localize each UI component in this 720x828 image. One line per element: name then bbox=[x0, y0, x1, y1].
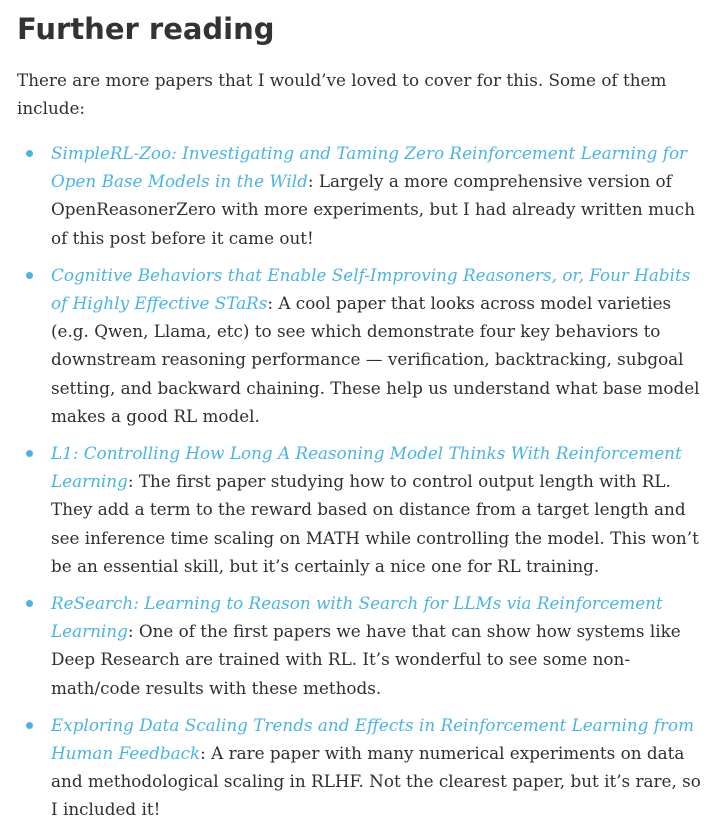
paper-link-data-scaling[interactable]: Exploring Data Scaling Trends and Effects in Reinforcement Learning from Human Feedback bbox=[51, 714, 695, 764]
paper-description: : The first paper studying how to control output length with RL. They add a term to the reward based on distance from a target length and see inference time scaling on MATH while controlling the model. This won’t be an essential skill, but it’s certainly a nice one for RL training. bbox=[51, 471, 699, 576]
list-item bbox=[51, 139, 704, 252]
list-item bbox=[51, 439, 704, 580]
paper-link-simplerl-zoo[interactable]: SimpleRL-Zoo: Investigating and Taming Zero Reinforcement Learning for Open Base Models in the Wild bbox=[51, 143, 688, 192]
paper-link-cognitive-behaviors[interactable]: Cognitive Behaviors that Enable Self-Improving Reasoners, or, Four Habits of Highly Effective STaRs bbox=[51, 264, 691, 314]
paper-description: : A cool paper that looks across model varieties (e.g. Qwen, Llama, etc) to see which demonstrate four key behaviors to downstream reasoning performance — verification, backtracking, subgoal setting, and backward chaining. These help us understand what base model makes a good RL model. bbox=[51, 293, 700, 426]
bullet-icon bbox=[26, 450, 33, 457]
list-item bbox=[51, 711, 704, 824]
bullet-icon bbox=[26, 272, 33, 279]
bullet-icon bbox=[26, 722, 33, 729]
list-item bbox=[51, 589, 704, 702]
list-item bbox=[51, 261, 704, 430]
intro-paragraph: There are more papers that I would’ve loved to cover for this. Some of them include: bbox=[17, 70, 667, 118]
paper-link-research[interactable]: ReSearch: Learning to Reason with Search for LLMs via Reinforcement Learning bbox=[51, 593, 663, 642]
paper-description: : A rare paper with many numerical experiments on data and methodological scaling in RLHF. Not the clearest paper, but it’s rare, so I included it! bbox=[51, 743, 701, 820]
bullet-icon bbox=[26, 150, 33, 157]
paper-link-l1[interactable]: L1: Controlling How Long A Reasoning Model Thinks With Reinforcement Learning bbox=[51, 443, 682, 492]
paper-description: : Largely a more comprehensive version of OpenReasonerZero with more experiments, but I had already written much of this post before it came out! bbox=[51, 171, 695, 248]
paper-description: : One of the first papers we have that can show how systems like Deep Research are trained with RL. It’s wonderful to see some non-math/code results with these methods. bbox=[51, 621, 681, 698]
section-heading: Further reading bbox=[17, 12, 275, 46]
paper-list bbox=[17, 139, 704, 824]
bullet-icon bbox=[26, 600, 33, 607]
